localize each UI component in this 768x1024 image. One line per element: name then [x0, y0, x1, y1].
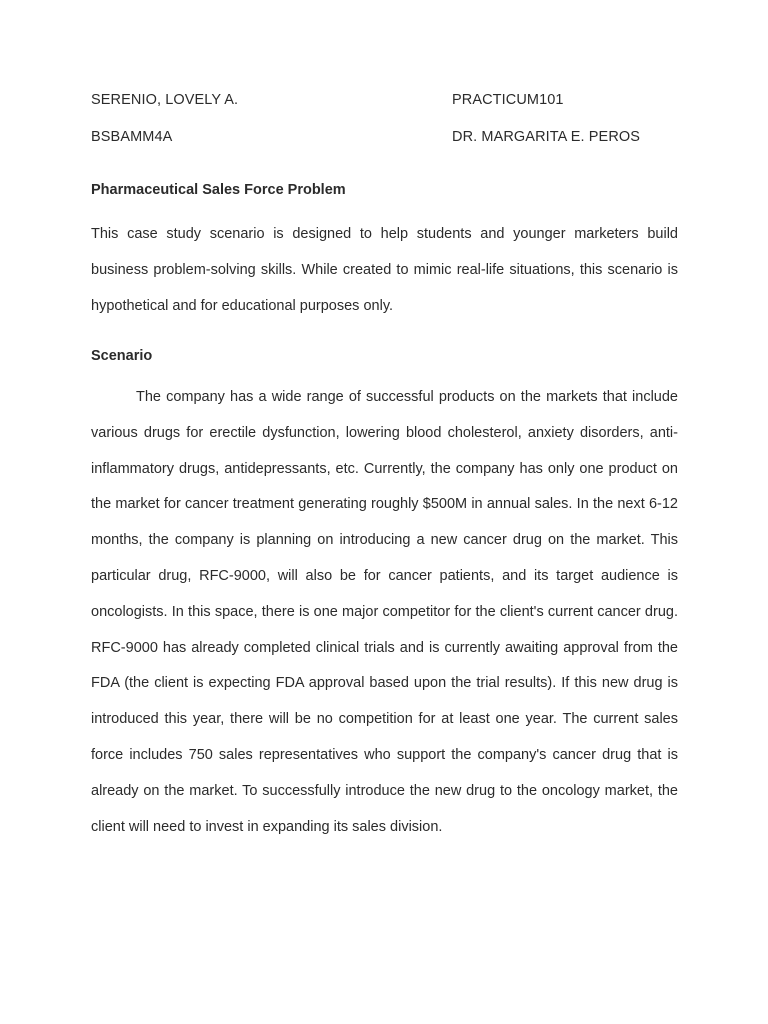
scenario-paragraph: The company has a wide range of successful products on the markets that include various drugs for erectile dysfunction, lowering blood cholesterol, anxiety disorders, anti-inflammatory drugs, antidepressants, etc. Currently, the company has only one product on the market for cancer treatment generating roughly $500M in annual sales. In the next 6-12 months, the company is planning on introducing a new cancer drug on the market. This particular drug, RFC-9000, will also be for cancer patients, and its target audience is oncologists. In this space, there is one major competitor for the client's current cancer drug. RFC-9000 has already completed clinical trials and is currently awaiting approval from the FDA (the client is expecting FDA approval based upon the trial results). If this new drug is introduced this year, there will be no competition for at least one year. The current sales force includes 750 sales representatives who support the company's cancer drug that is already on the market. To successfully introduce the new drug to the oncology market, the client will need to invest in expanding its sales division.: [91, 389, 678, 835]
intro-paragraph: This case study scenario is designed to help students and younger marketers build business problem-solving skills. While created to mimic real-life situations, this scenario is hypothetical and for educational purposes only.: [91, 226, 678, 314]
section-heading: Scenario: [91, 348, 153, 364]
student-name: SERENIO, LOVELY A.: [91, 92, 239, 108]
course-code: PRACTICUM101: [452, 92, 564, 108]
instructor-name: DR. MARGARITA E. PEROS: [452, 129, 641, 145]
document-title: Pharmaceutical Sales Force Problem: [91, 182, 346, 198]
program-name: BSBAMM4A: [91, 129, 173, 145]
